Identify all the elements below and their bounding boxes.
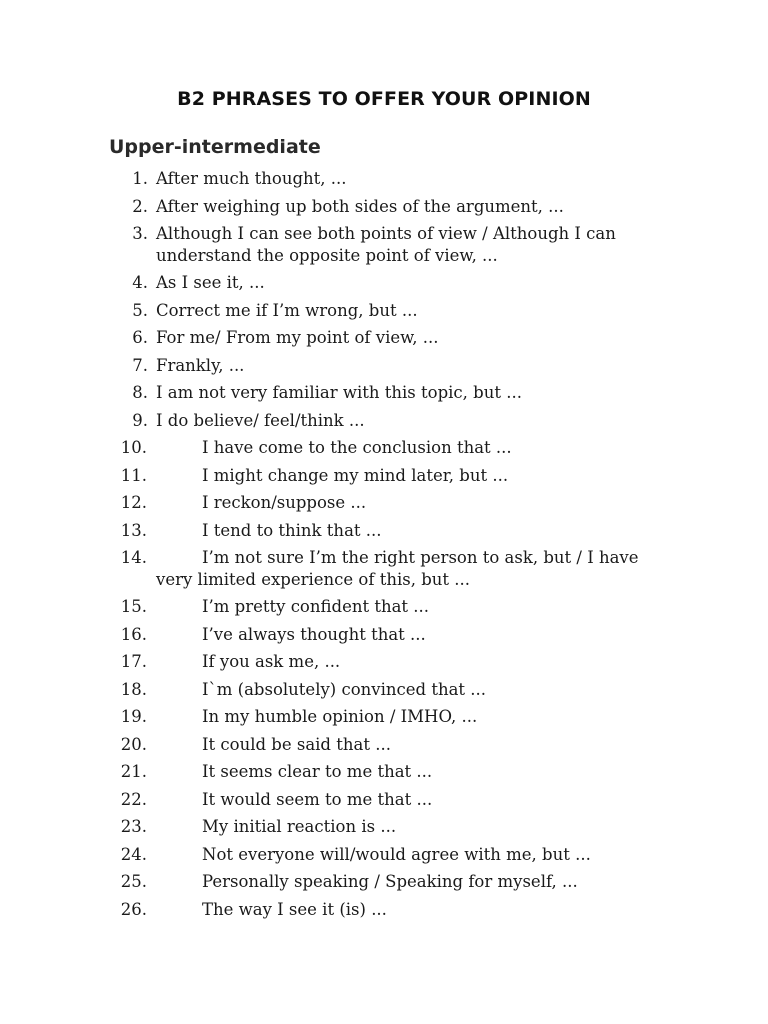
item-text: I have come to the conclusion that ... (202, 438, 512, 457)
list-item (0, 761, 768, 783)
item-text: After weighing up both sides of the argument, ... (156, 196, 564, 216)
list-item (0, 520, 768, 542)
item-text: Correct me if I’m wrong, but ... (156, 300, 418, 320)
item-number: 21. (120, 762, 147, 781)
item-number: 25. (120, 872, 147, 891)
item-number: 12. (120, 493, 147, 512)
list-item (0, 734, 768, 756)
list-item (0, 382, 768, 404)
item-text: I tend to think that ... (202, 520, 382, 540)
item-text: It would seem to me that ... (202, 789, 433, 809)
item-number: 13. (120, 520, 147, 540)
item-text: For me/ From my point of view, ... (156, 328, 439, 347)
item-number: 22. (120, 789, 147, 809)
section-heading: Upper-intermediate (109, 136, 321, 158)
list-item (0, 816, 768, 838)
list-item (0, 679, 768, 701)
item-number: 26. (120, 899, 147, 919)
list-item (0, 410, 768, 432)
item-number: 4. (132, 273, 148, 292)
item-text: I’ve always thought that ... (202, 624, 426, 644)
item-text: It seems clear to me that ... (202, 762, 433, 781)
phrase-list (0, 168, 768, 926)
item-number: 11. (120, 465, 147, 485)
item-number: 17. (120, 652, 147, 671)
item-number: 18. (120, 679, 147, 699)
item-text: In my humble opinion / IMHO, ... (202, 707, 478, 726)
item-text: I reckon/suppose ... (202, 493, 367, 512)
item-text: If you ask me, ... (202, 652, 341, 671)
item-number: 23. (120, 817, 147, 836)
list-item (0, 465, 768, 487)
item-number: 20. (120, 734, 147, 754)
list-item (0, 223, 768, 266)
item-text: As I see it, ... (156, 273, 265, 292)
item-text: I do believe/ feel/think ... (156, 410, 365, 430)
item-text: The way I see it (is) ... (202, 899, 387, 919)
list-item (0, 651, 768, 673)
item-number: 8. (132, 383, 148, 402)
item-number: 3. (132, 224, 148, 243)
item-text: I’m not sure I’m the right person to ask, but / I have very limited experience of this, but ... (156, 548, 639, 589)
item-number: 19. (120, 707, 147, 726)
list-item (0, 899, 768, 921)
list-item (0, 272, 768, 294)
list-item (0, 300, 768, 322)
document-title: B2 PHRASES TO OFFER YOUR OPINION (177, 88, 591, 110)
item-text: I might change my mind later, but ... (202, 465, 509, 485)
list-item (0, 706, 768, 728)
list-item (0, 596, 768, 618)
list-item (0, 355, 768, 377)
item-number: 5. (132, 300, 148, 320)
item-text: Personally speaking / Speaking for myself, ... (202, 872, 578, 891)
item-number: 15. (120, 597, 147, 616)
item-number: 7. (132, 355, 148, 375)
list-item (0, 871, 768, 893)
item-number: 24. (120, 844, 147, 864)
item-number: 1. (132, 169, 148, 188)
item-text: I`m (absolutely) convinced that ... (202, 679, 487, 699)
item-number: 2. (132, 196, 148, 216)
item-text: My initial reaction is ... (202, 817, 397, 836)
item-number: 6. (132, 328, 148, 347)
item-number: 9. (132, 410, 148, 430)
item-text: After much thought, ... (156, 169, 347, 188)
item-text: Not everyone will/would agree with me, but ... (202, 844, 591, 864)
item-number: 10. (120, 438, 147, 457)
list-item (0, 844, 768, 866)
list-item (0, 624, 768, 646)
list-item (0, 789, 768, 811)
item-text: It could be said that ... (202, 734, 391, 754)
list-item (0, 547, 768, 590)
item-number: 14. (120, 548, 147, 567)
item-text: Frankly, ... (156, 355, 245, 375)
list-item (0, 492, 768, 514)
list-item (0, 437, 768, 459)
item-text: I am not very familiar with this topic, but ... (156, 383, 522, 402)
list-item (0, 327, 768, 349)
list-item (0, 196, 768, 218)
item-text: I’m pretty confident that ... (202, 597, 430, 616)
list-item (0, 168, 768, 190)
item-text: Although I can see both points of view / Although I can understand the opposite point of view, ... (156, 224, 616, 265)
item-number: 16. (120, 624, 147, 644)
